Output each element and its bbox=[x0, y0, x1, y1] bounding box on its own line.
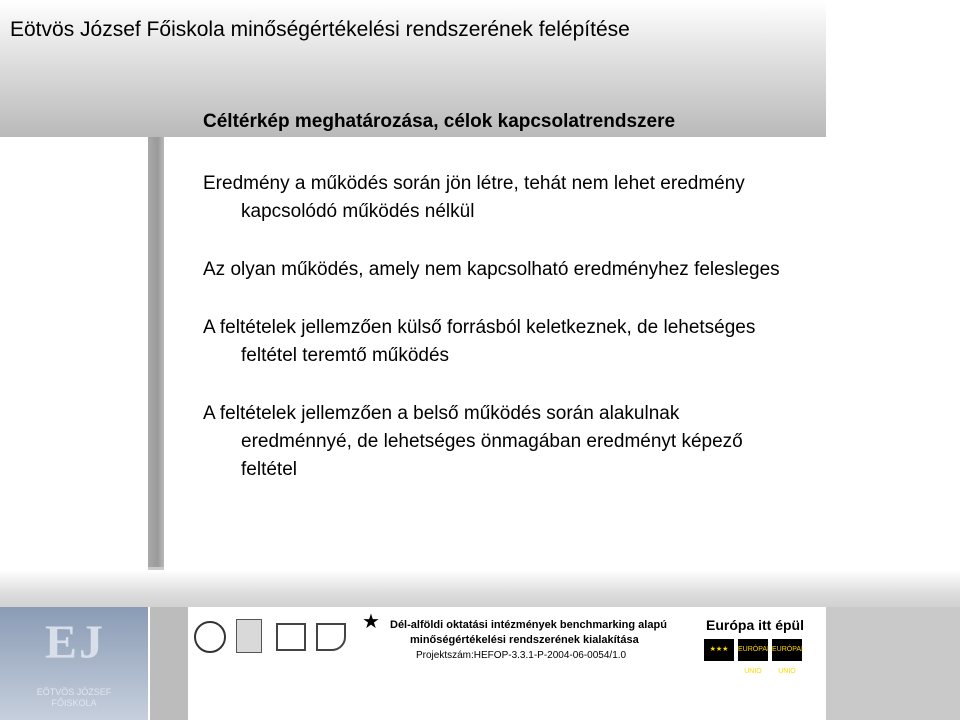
footer-gray-strip bbox=[150, 607, 188, 720]
star-icon: ★ bbox=[362, 611, 380, 633]
college-logo-area bbox=[0, 607, 148, 720]
eu-flag-icon: EURÓPAI UNIÓ bbox=[772, 639, 802, 661]
paragraph-first-line: A feltételek jellemzően a belső működés során alakulnak bbox=[203, 403, 680, 424]
college-logo: EJ bbox=[44, 616, 105, 669]
eu-logos bbox=[704, 639, 824, 675]
project-banner bbox=[190, 609, 826, 675]
slide-title: Eötvös József Főiskola minőségértékelési rendszerének felépítése bbox=[10, 18, 630, 41]
eu-slogan: Európa itt épül bbox=[706, 617, 804, 633]
bullet-paragraph bbox=[203, 314, 923, 370]
banner-line-1: Dél-alföldi oktatási intézmények benchmarking alapú bbox=[390, 619, 667, 631]
triangle-logo-icon bbox=[316, 623, 346, 651]
banner-line-2: minőségértékelési rendszerének kialakítása bbox=[410, 634, 639, 646]
crest-icon bbox=[236, 619, 262, 653]
bottom-band bbox=[0, 570, 960, 610]
book-logo-icon bbox=[276, 623, 306, 651]
bullet-paragraph bbox=[203, 400, 923, 484]
paragraph-first-line: A feltételek jellemzően külső forrásból keletkeznek, de lehetséges bbox=[203, 317, 756, 338]
seal-icon bbox=[194, 621, 226, 653]
paragraph-first-line: Eredmény a működés során jön létre, tehát nem lehet eredmény bbox=[203, 173, 745, 194]
paragraph-first-line: Az olyan működés, amely nem kapcsolható eredményhez felesleges bbox=[203, 259, 780, 280]
footer bbox=[0, 607, 960, 720]
slide-content bbox=[203, 170, 923, 514]
eu-flag-icon: EURÓPAI UNIÓ bbox=[738, 639, 768, 661]
paragraph-continuation: feltétel teremtő működés bbox=[241, 345, 450, 366]
header-right-area bbox=[826, 0, 960, 137]
slide-subtitle: Céltérkép meghatározása, célok kapcsolatrendszere bbox=[203, 111, 676, 132]
bullet-paragraph bbox=[203, 256, 923, 284]
college-logo-caption: EÖTVÖS JÓZSEF FŐISKOLA bbox=[36, 687, 112, 708]
project-number: Projektszám:HEFOP-3.3.1-P-2004-06-0054/1.0 bbox=[416, 650, 627, 661]
paragraph-continuation: kapcsolódó működés nélkül bbox=[241, 201, 475, 222]
eu-flag-icon: ★★★ bbox=[704, 639, 734, 661]
paragraph-continuation: eredménnyé, de lehetséges önmagában eredményt képező feltétel bbox=[241, 431, 743, 480]
footer-right-strip bbox=[826, 607, 960, 720]
left-accent-bar bbox=[148, 137, 164, 567]
bullet-paragraph bbox=[203, 170, 923, 226]
